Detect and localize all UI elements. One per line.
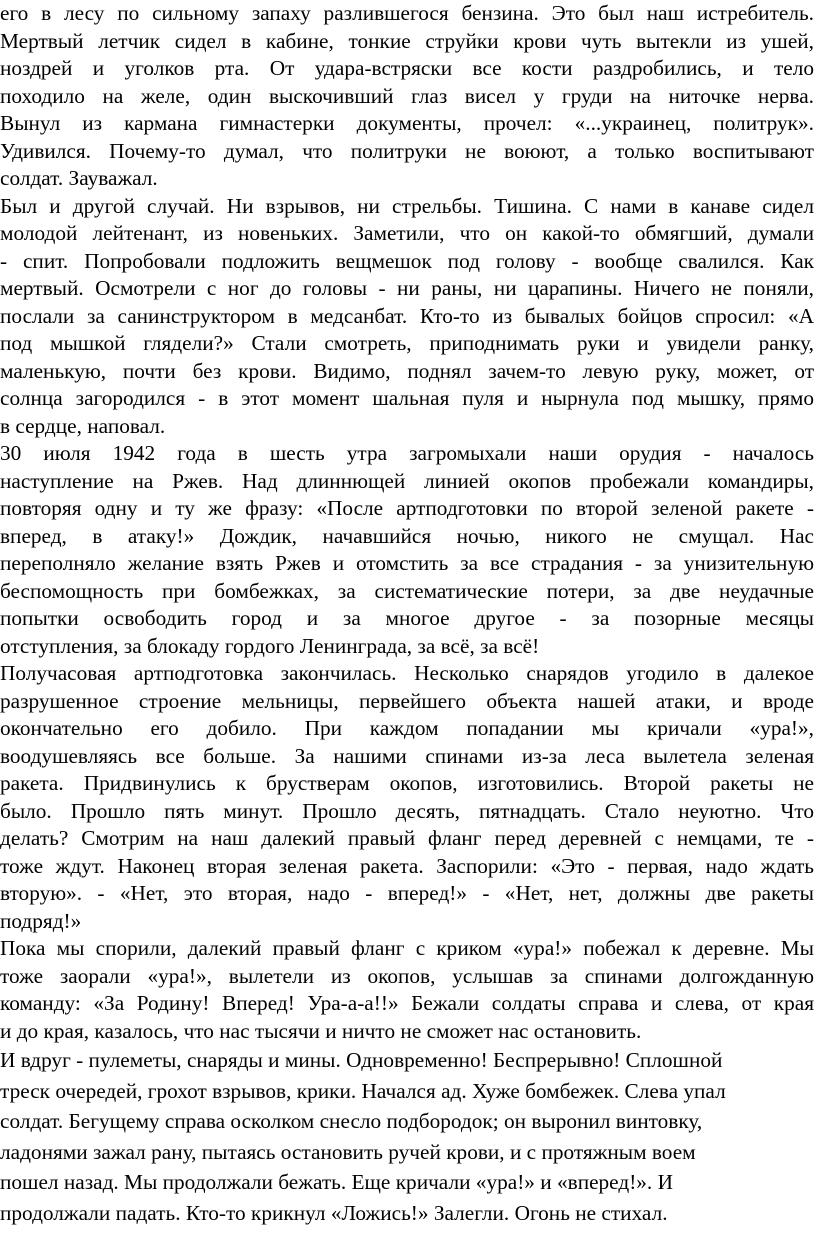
text-line: вторую». - «Нет, это вторая, надо - вперед!» - «Нет, нет, должны две ракеты [0, 881, 814, 905]
text-line: продолжали падать. Кто-то крикнул «Ложись!» Залегли. Огонь не стихал. [0, 1200, 668, 1225]
text-line: ладонями зажал рану, пытаясь остановить ручей крови, и с протяжным воем [0, 1139, 696, 1164]
text-line: беспомощность при бомбежках, за систематические потери, за две неудачные [0, 578, 814, 603]
text-line: его в лесу по сильному запаху разлившегося бензина. Это был наш истребитель. [0, 1, 814, 25]
text-line: окончательно его добило. При каждом попадании мы кричали «ура!», [0, 716, 814, 740]
text-line: солдат. Зауважал. [0, 166, 158, 190]
text-line: тоже заорали «ура!», вылетели из окопов, услышав за спинами долгожданную [0, 963, 814, 988]
text-line: разрушенное строение мельницы, первейшего объекта нашей атаки, и вроде [0, 688, 814, 713]
text-line: наступление на Ржев. Над длиннющей линией окопов пробежали командиры, [0, 468, 814, 493]
text-line: было. Прошло пять минут. Прошло десять, пятнадцать. Стало неуютно. Что [0, 798, 814, 823]
paragraph-under-fire [0, 1045, 814, 1229]
text-line: - спит. Попробовали подложить вещмешок под голову - вообще свалился. Как [0, 248, 814, 273]
paragraph-charge [0, 935, 814, 1045]
text-line: пошел назад. Мы продолжали бежать. Еще кричали «ура!» и «вперед!». И [0, 1170, 673, 1195]
text-line: молодой лейтенант, из новеньких. Заметили, что он какой-то обмягший, думали [0, 221, 814, 245]
text-line: Вынул из кармана гимнастерки документы, прочел: «...украинец, политрук». [0, 111, 814, 135]
text-line: вперед, в атаку!» Дождик, начавшийся ночью, никого не смущал. Нас [0, 523, 814, 548]
text-line: под мышкой глядели?» Стали смотреть, приподнимать руки и увидели ранку, [0, 331, 814, 355]
text-line: солдат. Бегущему справа осколком снесло подбородок; он выронил винтовку, [0, 1109, 703, 1134]
text-line: тоже ждут. Наконец вторая зеленая ракета. Заспорили: «Это - первая, надо ждать [0, 853, 814, 878]
text-line: Был и другой случай. Ни взрывов, ни стрельбы. Тишина. С нами в канаве сидел [0, 193, 814, 218]
text-line: Удивился. Почему-то думал, что политруки не воюют, а только воспитывают [0, 138, 814, 163]
text-line: в сердце, наповал. [0, 413, 166, 438]
paragraph-fighter-crash [0, 0, 814, 193]
text-line: ракета. Придвинулись к брустверам окопов, изготовились. Второй ракеты не [0, 771, 814, 795]
paragraph-offensive-start [0, 440, 814, 660]
text-line: треск очередей, грохот взрывов, крики. Начался ад. Хуже бомбежек. Слева упал [0, 1078, 726, 1103]
text-line: Получасовая артподготовка закончилась. Несколько снарядов угодило в далекое [0, 661, 814, 685]
text-line: и до края, казалось, что нас тысячи и ничто не сможет нас остановить. [0, 1018, 642, 1043]
text-line: команду: «За Родину! Вперед! Ура-а-а!!» Бежали солдаты справа и слева, от края [0, 991, 814, 1015]
text-line: Мертвый летчик сидел в кабине, тонкие струйки крови чуть вытекли из ушей, [0, 28, 814, 53]
text-line: солнца загородился - в этот момент шальная пуля и нырнула под мышку, прямо [0, 386, 814, 410]
text-line: отступления, за блокаду гордого Ленинграда, за всё, за всё! [0, 633, 540, 658]
paragraph-lieutenant [0, 193, 814, 441]
text-line: мертвый. Осмотрели с ног до головы - ни раны, ни царапины. Ничего не поняли, [0, 276, 814, 300]
paragraph-artillery-rockets [0, 660, 814, 935]
text-line: 30 июля 1942 года в шесть утра загромыхали наши орудия - началось [0, 441, 814, 465]
text-line: подряд!» [0, 908, 82, 933]
text-line: попытки освободить город и за многое другое - за позорные месяцы [0, 606, 814, 630]
text-line: Пока мы спорили, далекий правый фланг с криком «ура!» побежал к деревне. Мы [0, 936, 814, 960]
text-line: переполняло желание взять Ржев и отомстить за все страдания - за унизительную [0, 551, 814, 575]
text-line: И вдруг - пулеметы, снаряды и мины. Одновременно! Беспрерывно! Сплошной [0, 1048, 723, 1072]
text-line: послали за санинструктором в медсанбат. Кто-то из бывалых бойцов спросил: «А [0, 303, 814, 328]
text-line: воодушевляясь все больше. За нашими спинами из-за леса вылетела зеленая [0, 743, 814, 768]
text-line: маленькую, почти без крови. Видимо, поднял зачем-то левую руку, может, от [0, 358, 814, 383]
text-line: ноздрей и уголков рта. От удара-встряски все кости раздробились, и тело [0, 56, 814, 80]
text-line: делать? Смотрим на наш далекий правый фланг перед деревней с немцами, те - [0, 826, 814, 850]
text-line: повторяя одну и ту же фразу: «После артподготовки по второй зеленой ракете - [0, 496, 814, 520]
text-line: походило на желе, один выскочивший глаз висел у груди на ниточке нерва. [0, 83, 814, 108]
